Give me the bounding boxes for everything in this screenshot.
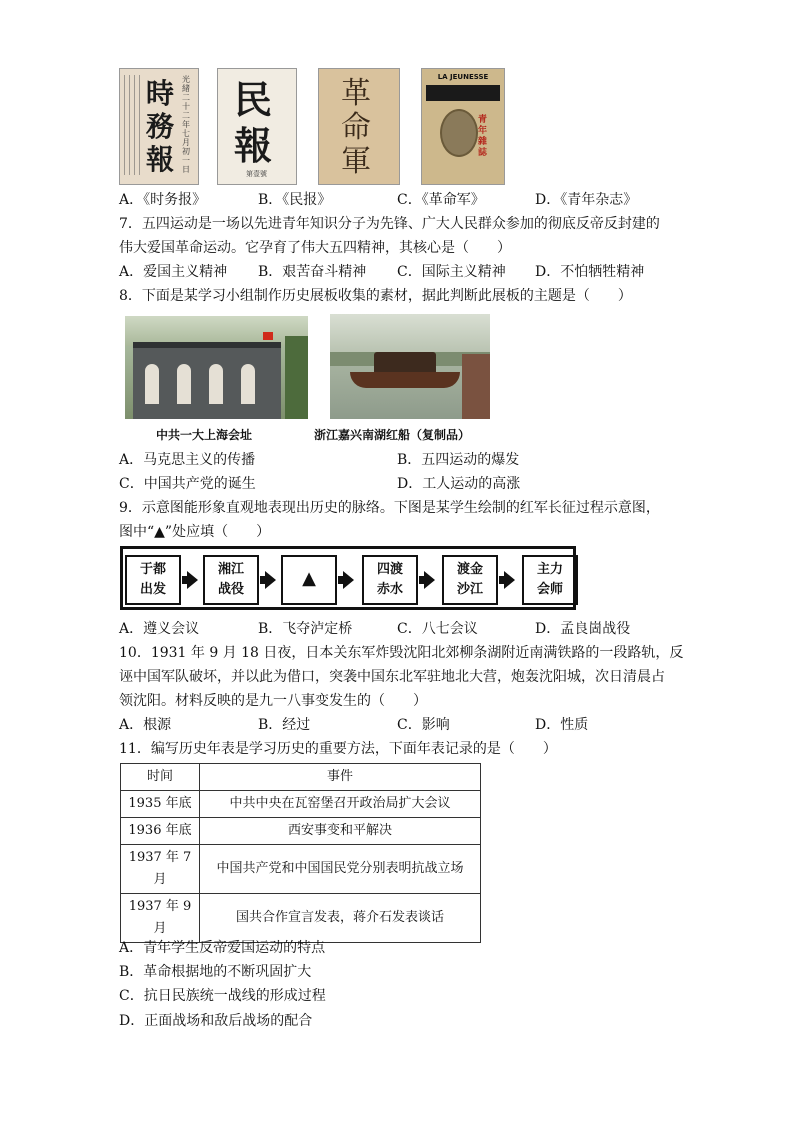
row-time: 1936 年底 [121, 818, 200, 845]
shiwubao-image [119, 68, 199, 185]
masthead-char: 命 [341, 110, 371, 145]
row-time: 1937 年 7 月 [121, 845, 200, 894]
row-time: 1935 年底 [121, 791, 200, 818]
header-event: 事件 [200, 764, 481, 791]
row-event: 中国共产党和中国国民党分别表明抗战立场 [200, 845, 481, 894]
table-header-row [121, 764, 481, 791]
q8-caption-1: 中共一大上海会址 [156, 428, 253, 442]
boat-cabin [374, 352, 436, 374]
q11-option-c[interactable]: C．抗日民族统一战线的形成过程 [119, 988, 326, 1004]
q10-stem-line1: 10．1931 年 9 月 18 日夜，日本关东军炸毁沈阳北郊柳条湖附近南满铁路的一段路轨，反 [119, 645, 684, 661]
column-text-pattern [124, 75, 142, 175]
masthead-char: 務 [146, 110, 175, 143]
flow-step-3-blank: ▲ [281, 555, 337, 605]
masthead-char: 報 [146, 143, 175, 176]
table-row [121, 791, 481, 818]
q10-stem-line3: 领沈阳。材料反映的是九一八事变发生的（ ） [119, 693, 427, 709]
portrait-medallion [440, 109, 478, 157]
shanghai-site-photo [125, 316, 308, 419]
q9-option-a[interactable]: A．遵义会议 [119, 621, 200, 637]
row-time: 1937 年 9 月 [121, 894, 200, 943]
row-event: 中共中央在瓦窑堡召开政治局扩大会议 [200, 791, 481, 818]
boat-hull [350, 372, 460, 388]
gemingjun-image [318, 68, 400, 185]
door-arch [241, 364, 255, 404]
q8-option-d[interactable]: D．工人运动的高涨 [397, 476, 521, 492]
arrow-right-icon [265, 571, 276, 589]
masthead-char: 革 [341, 76, 371, 111]
flow-step-5: 渡金 沙江 [442, 555, 498, 605]
flow-step-6: 主力 会师 [522, 555, 578, 605]
arrow-right-icon [343, 571, 354, 589]
row-event: 国共合作宣言发表，蒋介石发表谈话 [200, 894, 481, 943]
q9-option-d[interactable]: D．孟良崮战役 [535, 621, 631, 637]
q7-stem-line1: 7．五四运动是一场以先进青年知识分子为先锋、广大人民群众参加的彻底反帝反封建的 [119, 216, 660, 232]
q9-stem-line1: 9．示意图能形象直观地表现出历史的脉络。下图是某学生绘制的红军长征过程示意图， [119, 500, 660, 516]
q10-option-b[interactable]: B．经过 [258, 717, 311, 733]
arrow-right-icon [504, 571, 515, 589]
masthead-char: 時 [146, 77, 175, 110]
door-arch [209, 364, 223, 404]
red-boat-photo [330, 314, 490, 419]
q10-option-d[interactable]: D．性质 [535, 717, 589, 733]
q8-option-c[interactable]: C．中国共产党的诞生 [119, 476, 256, 492]
cover-title: 青年雜誌 [478, 115, 488, 158]
q8-option-a[interactable]: A．马克思主义的传播 [119, 452, 256, 468]
q7-option-a[interactable]: A．爱国主义精神 [119, 264, 228, 280]
qingnianzazhi-image [421, 68, 505, 185]
flow-step-2: 湘江 战役 [203, 555, 259, 605]
q10-stem-line2: 诬中国军队破坏，并以此为借口，突袭中国东北军驻地北大营，炮轰沈阳城，次日清晨占 [119, 669, 665, 685]
masthead-char: 軍 [341, 144, 371, 179]
history-timeline-table [120, 763, 481, 943]
q10-option-a[interactable]: A．根源 [119, 717, 172, 733]
table-row [121, 894, 481, 943]
masthead-char: 報 [234, 123, 273, 168]
q6-option-d[interactable]: D．《青年杂志》 [535, 192, 638, 208]
q11-option-d[interactable]: D．正面战场和敌后战场的配合 [119, 1013, 313, 1029]
door-arch [145, 364, 159, 404]
flag [263, 332, 273, 340]
building-cornice [133, 342, 281, 348]
q11-stem: 11．编写历史年表是学习历史的重要方法，下面年表记录的是（ ） [119, 741, 557, 757]
q7-option-c[interactable]: C．国际主义精神 [397, 264, 506, 280]
q6-option-b[interactable]: B．《民报》 [258, 192, 332, 208]
masthead-sidetext: 光緒二十二年七月初一日 [182, 75, 190, 174]
q6-option-a[interactable]: A．《时务报》 [119, 192, 207, 208]
arrow-right-icon [424, 571, 435, 589]
row-event: 西安事变和平解决 [200, 818, 481, 845]
masthead-char: 民 [234, 77, 273, 122]
q7-stem-line2: 伟大爱国革命运动。它孕育了伟大五四精神，其核心是（ ） [119, 240, 511, 256]
q7-option-b[interactable]: B．艰苦奋斗精神 [258, 264, 367, 280]
q11-option-a[interactable]: A．青年学生反帝爱国运动的特点 [119, 940, 326, 956]
sky-area [330, 314, 490, 354]
q6-option-c[interactable]: C．《革命军》 [397, 192, 485, 208]
q9-option-b[interactable]: B．飞夺泸定桥 [258, 621, 353, 637]
table-row [121, 818, 481, 845]
q7-option-d[interactable]: D．不怕牺牲精神 [535, 264, 645, 280]
minbao-image [217, 68, 297, 185]
q8-option-b[interactable]: B．五四运动的爆发 [397, 452, 520, 468]
cover-header: LA JEUNESSE [437, 73, 489, 81]
door-arch [177, 364, 191, 404]
arrow-right-icon [187, 571, 198, 589]
q9-stem-line2: 图中“▲”处应填（ ） [119, 524, 271, 540]
tree [285, 336, 308, 419]
q11-option-b[interactable]: B．革命根据地的不断巩固扩大 [119, 964, 312, 980]
q10-option-c[interactable]: C．影响 [397, 717, 450, 733]
header-time: 时间 [121, 764, 200, 791]
q8-stem: 8．下面是某学习小组制作历史展板收集的素材，据此判断此展板的主题是（ ） [119, 288, 632, 304]
table-row [121, 845, 481, 894]
railing [462, 354, 490, 419]
q8-caption-2: 浙江嘉兴南湖红船（复制品） [314, 428, 471, 442]
flow-step-4: 四渡 赤水 [362, 555, 418, 605]
issue-label: 第壹號 [246, 170, 267, 178]
cover-banner [426, 85, 500, 101]
q9-option-c[interactable]: C．八七会议 [397, 621, 478, 637]
flow-step-1: 于都 出发 [125, 555, 181, 605]
